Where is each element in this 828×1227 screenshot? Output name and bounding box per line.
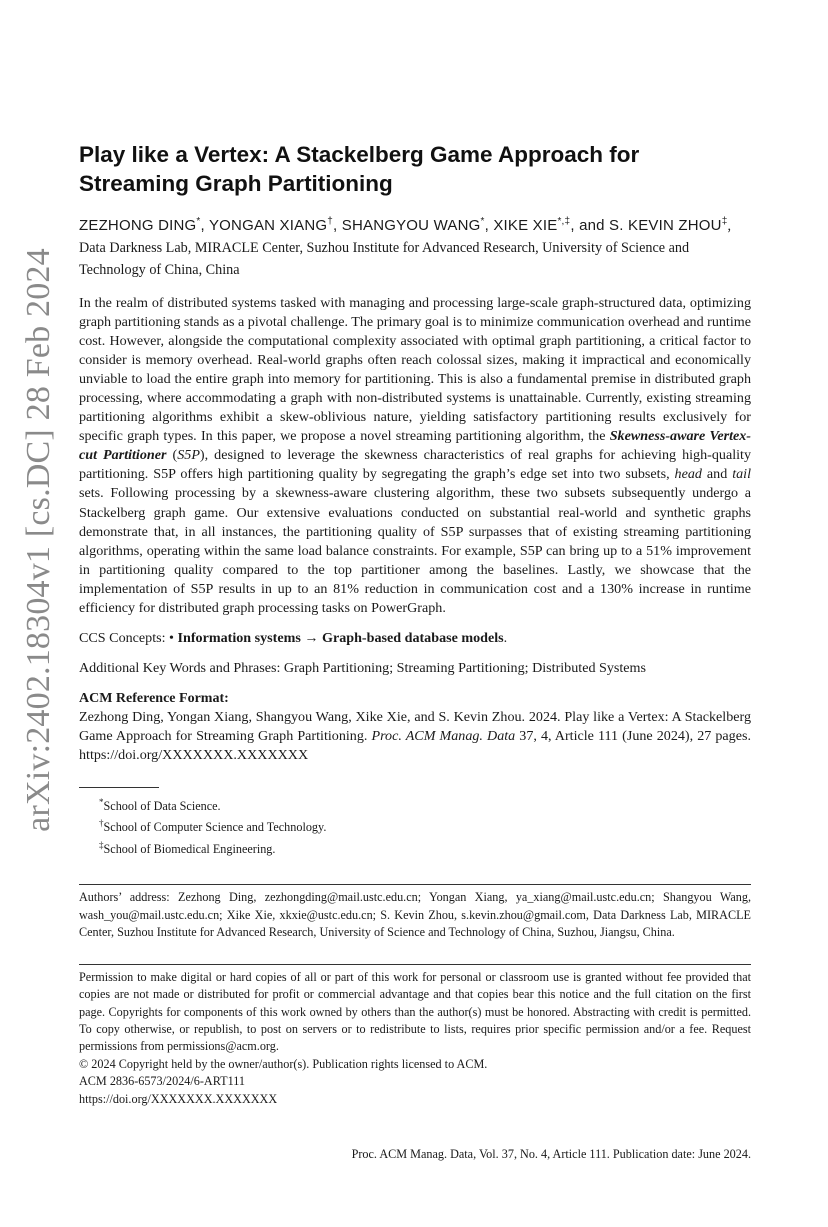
acm-reference: [79, 689, 751, 765]
ccs-concept: Information systems → Graph-based database models: [177, 629, 504, 646]
reference-text: Zezhong Ding, Yongan Xiang, Shangyou Wang, Xike Xie, and S. Kevin Zhou. 2024. Play like a Vertex: A Stackelberg Game Approach for Streaming Graph Partitioning. Proc. ACM Manag. Data 37, 4, Article 111 (June 2024), 27 pages. https://doi.org/XXXXXXX.XXXXXXX: [79, 708, 751, 763]
s5p-name: Skewness-aware Vertex-cut Partitioner: [79, 428, 752, 464]
permission-rule: [79, 964, 751, 965]
author-3: SHANGYOU WANG: [341, 217, 481, 234]
author-4: XIKE XIE: [493, 217, 558, 234]
author-5: and S. KEVIN ZHOU: [579, 217, 722, 234]
footnotes: [79, 794, 751, 859]
footnote-item: *School of Data Science.: [99, 796, 221, 813]
author-affiliation: Data Darkness Lab, MIRACLE Center, Suzhou Institute for Advanced Research, University of Science and Technology of China, China: [79, 240, 690, 278]
copyright-line: © 2024 Copyright held by the owner/author(s). Publication rights licensed to ACM.: [79, 1056, 488, 1071]
reference-heading: ACM Reference Format:: [79, 690, 229, 706]
doi-line: https://doi.org/XXXXXXX.XXXXXXX: [79, 1091, 278, 1106]
abstract: In the realm of distributed systems tasked with managing and processing large-scale graph-structured data, optimizing graph partitioning stands as a pivotal challenge. The primary goal is to minimize communication overhead and runtime cost. However, alongside the computational complexity associated with optimal graph partitioning, a critical factor to consider is memory overhead. Real-world graphs often reach colossal sizes, making it impractical and economically unviable to load the entire graph into memory for partitioning. This is also a fundamental premise in distributed graph processing, where accommodating a graph with non-distributed systems is unattainable. Currently, existing streaming partitioning algorithms exhibit a skew-oblivious nature, yielding satisfactory partitioning results exclusively for specific graph types. In this paper, we propose a novel streaming partitioning algorithm, the Skewness-aware Vertex-cut Partitioner (S5P), designed to leverage the skewness characteristics of real graphs for achieving high-quality partitioning. S5P offers high partitioning quality by segregating the graph’s edge set into two subsets, head and tail sets. Following processing by a skewness-aware clustering algorithm, these two subsets subsequently undergo a Stackelberg graph game. Our extensive evaluations conducted on substantial real-world and synthetic graphs demonstrate that, in all instances, the partitioning quality of S5P surpasses that of existing streaming partitioning algorithms, operating within the same load balance constraints. For example, S5P can bring up to a 51% improvement in partitioning quality compared to the top partitioner among the baselines. Lastly, we showcase that the implementation of S5P results in up to an 81% reduction in communication cost and a 130% increase in runtime efficiency for distributed graph processing tasks on PowerGraph.: [79, 295, 752, 616]
footnote-item: ‡School of Biomedical Engineering.: [99, 839, 276, 856]
author-2: YONGAN XIANG: [208, 217, 328, 234]
ccs-concepts: CCS Concepts: • Information systems → Graph-based database models.: [79, 629, 508, 646]
author-block: ZEZHONG DING*, YONGAN XIANG†, SHANGYOU WANG*, XIKE XIE*,‡, and S. KEVIN ZHOU‡, Data Darkness Lab, MIRACLE Center, Suzhou Institute for Advanced Research, University of Science and Technology of China, China: [79, 216, 731, 278]
footnote-rule: [79, 787, 159, 788]
s5p-abbr: S5P: [177, 447, 200, 464]
keywords: Additional Key Words and Phrases: Graph Partitioning; Streaming Partitioning; Distributed Systems: [79, 659, 647, 676]
permission-text: Permission to make digital or hard copies of all or part of this work for personal or classroom use is granted without fee provided that copies are not made or distributed for profit or commercial advantage and that copies bear this notice and the full citation on the first page. Copyrights for components of this work owned by others than the author(s) must be honored. Abstracting with credit is permitted. To copy otherwise, or republish, to post on servers or to redistribute to lists, requires prior specific permission and/or a fee. Request permissions from permissions@acm.org.: [79, 969, 751, 1054]
author-names: ZEZHONG DING*, YONGAN XIANG†, SHANGYOU WANG*, XIKE XIE*,‡, and S. KEVIN ZHOU‡: [79, 216, 728, 234]
issn-line: ACM 2836-6573/2024/6-ART111: [79, 1074, 245, 1089]
authors-address: Authors’ address: Zezhong Ding, zezhongding@mail.ustc.edu.cn; Yongan Xiang, ya_xiang@mail.ustc.edu.cn; Shangyou Wang, wash_you@mail.ustc.edu.cn; Xike Xie, xkxie@ustc.edu.cn; S. Kevin Zhou, s.kevin.zhou@gmail.com, Data Darkness Lab, MIRACLE Center, Suzhou Institute for Advanced Research, University of Science and Technology of China, Suzhou, Jiangsu, China.: [79, 890, 751, 940]
footnote-item: †School of Computer Science and Technology.: [99, 818, 327, 835]
address-rule: [79, 884, 751, 885]
author-1: ZEZHONG DING: [79, 217, 197, 234]
permission-notice: [79, 969, 751, 1108]
paper-title: Play like a Vertex: A Stackelberg Game Approach for Streaming Graph Partitioning: [79, 142, 640, 196]
arxiv-stamp-text: arXiv:2402.18304v1 [cs.DC] 28 Feb 2024: [20, 248, 57, 832]
paper-first-page: [79, 140, 751, 1108]
page-footer: Proc. ACM Manag. Data, Vol. 37, No. 4, Article 111. Publication date: June 2024.: [351, 1147, 751, 1161]
arxiv-stamp: [10, 240, 68, 840]
